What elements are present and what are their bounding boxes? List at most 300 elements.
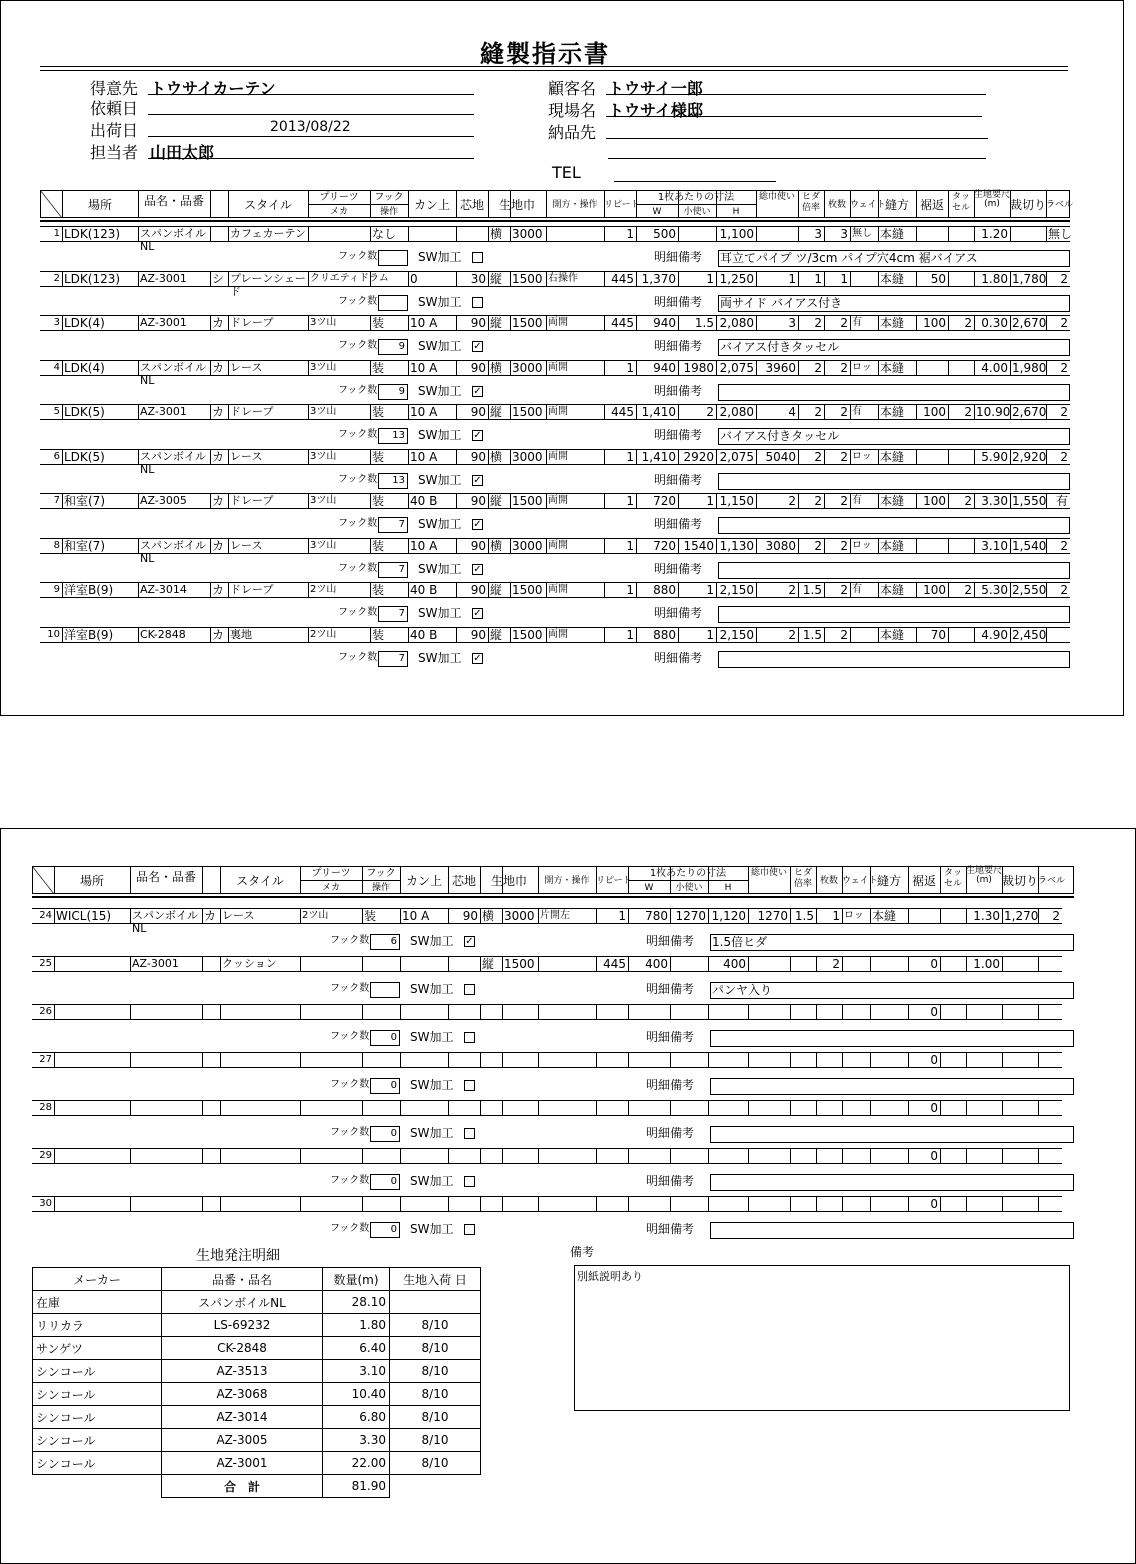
fabric-cell: 10.40 bbox=[323, 1383, 390, 1406]
cell-dir: 縦 bbox=[490, 405, 503, 419]
col-header-open: 開方・操作 bbox=[552, 200, 598, 210]
hook-count-label: フック数 bbox=[330, 1079, 370, 1090]
col-header-hida: ヒダ倍率 bbox=[801, 192, 820, 213]
sw-label: SW加工 bbox=[418, 339, 462, 354]
cell-hida: 2 bbox=[814, 449, 822, 464]
cell-repeat: 445 bbox=[603, 957, 626, 971]
col-header-label: ラベル bbox=[1038, 876, 1066, 886]
cell-count: 2 bbox=[840, 360, 848, 375]
cell-dir: 縦 bbox=[482, 957, 495, 971]
cell-style: レース bbox=[230, 360, 263, 374]
col-header-per-piece: 1枚あたりの寸法 bbox=[649, 868, 727, 879]
sw-checkbox[interactable] bbox=[472, 252, 483, 263]
cell-repeat: 1 bbox=[626, 538, 634, 553]
sw-checkbox[interactable] bbox=[472, 297, 483, 308]
cell-open: 両開 bbox=[548, 539, 568, 551]
remarks-box[interactable] bbox=[710, 1078, 1074, 1095]
cell-tassel: 2 bbox=[964, 405, 972, 419]
cell-cut: 2,920 bbox=[1012, 449, 1047, 464]
fabric-row bbox=[33, 1314, 481, 1337]
cell-label: 2 bbox=[1060, 538, 1068, 553]
remarks-label: 明細備考 bbox=[654, 606, 703, 621]
col-header-operation: 操作 bbox=[371, 883, 390, 893]
cell-hem: 0 bbox=[930, 1005, 938, 1019]
fabric-cell: AZ-3014 bbox=[162, 1406, 323, 1429]
notes-title: 備考 bbox=[570, 1245, 595, 1259]
cell-hida: 2 bbox=[814, 360, 822, 375]
fabric-row bbox=[33, 1291, 481, 1314]
col-header-hook: フック bbox=[366, 868, 396, 879]
cell-open: 両開 bbox=[548, 628, 568, 640]
fabric-header-cell: 生地入荷 日 bbox=[390, 1268, 481, 1291]
cell-style: 裏地 bbox=[230, 627, 252, 641]
cell-hem: 100 bbox=[923, 316, 946, 330]
cell-place: LDK(4) bbox=[64, 316, 105, 330]
col-header-shinji: 芯地 bbox=[459, 198, 484, 212]
cell-cut: 2,550 bbox=[1012, 583, 1047, 597]
cell-hem: 0 bbox=[930, 1053, 938, 1067]
fabric-cell: AZ-3001 bbox=[162, 1452, 323, 1475]
hook-count-label: フック数 bbox=[338, 607, 378, 619]
sw-label: SW加工 bbox=[418, 650, 462, 665]
remarks-box[interactable] bbox=[710, 1126, 1074, 1143]
cell-sewing: 本縫 bbox=[880, 271, 905, 286]
sw-checkbox[interactable] bbox=[464, 1176, 475, 1187]
cell-count: 2 bbox=[840, 583, 848, 597]
cell-kanjo: 10 A bbox=[410, 405, 438, 419]
col-header-required: 生地要尺(m) bbox=[966, 866, 1003, 885]
cell-open: 両開 bbox=[548, 361, 568, 373]
remarks-box[interactable] bbox=[710, 1174, 1074, 1191]
cell-no: 24 bbox=[39, 910, 52, 921]
cell-product: AZ-3001 bbox=[140, 405, 187, 418]
col-header-hem: 裾返 bbox=[919, 198, 944, 212]
sw-label: SW加工 bbox=[418, 606, 462, 621]
col-header-count: 枚数 bbox=[827, 200, 846, 210]
cell-repeat: 1 bbox=[618, 909, 626, 923]
cell-hook: 装 bbox=[364, 909, 377, 923]
cell-hem: 50 bbox=[930, 271, 946, 286]
hook-count-value: 0 bbox=[390, 1224, 397, 1235]
cell-dir: 縦 bbox=[490, 316, 503, 330]
customer-label: 得意先 bbox=[90, 79, 139, 98]
cell-k: カ bbox=[212, 316, 225, 330]
cell-komakai: 1.5 bbox=[694, 316, 714, 330]
cell-w: 880 bbox=[653, 583, 676, 597]
hook-count-box[interactable] bbox=[378, 250, 408, 266]
col-header-fw: 生地巾 bbox=[490, 874, 527, 888]
cell-sewing: 本縫 bbox=[880, 449, 905, 464]
cell-w: 880 bbox=[653, 627, 676, 642]
request-date-label: 依頼日 bbox=[90, 99, 139, 118]
ship-date-value: 2013/08/22 bbox=[270, 119, 351, 135]
cell-count: 2 bbox=[840, 494, 848, 508]
fabric-cell: サンゲツ bbox=[33, 1337, 162, 1360]
cell-style: ドレープ bbox=[230, 316, 274, 329]
cell-cut: 2,450 bbox=[1012, 627, 1047, 642]
fabric-order-table bbox=[32, 1267, 481, 1498]
hook-count-value: 7 bbox=[398, 563, 405, 575]
remarks-box[interactable] bbox=[718, 473, 1070, 490]
cell-product bbox=[132, 1101, 200, 1129]
cell-kanjo: 10 A bbox=[410, 449, 438, 464]
hook-count-label: フック数 bbox=[338, 340, 378, 352]
cell-h: 2,075 bbox=[719, 449, 754, 464]
cell-style: ドレープ bbox=[230, 494, 274, 507]
sw-checkbox[interactable] bbox=[464, 1224, 475, 1235]
fabric-cell: 6.80 bbox=[323, 1406, 390, 1429]
cell-pleats: 3ツ山 bbox=[310, 406, 337, 417]
cell-product: スパンボイルNL bbox=[132, 909, 198, 935]
cell-style: レース bbox=[230, 449, 263, 463]
cell-hook: 装 bbox=[372, 316, 385, 330]
col-header-weight: ウェイト bbox=[850, 200, 886, 210]
cell-tassel: 2 bbox=[964, 583, 972, 597]
cell-kanjo: 10 A bbox=[410, 316, 438, 330]
sw-label: SW加工 bbox=[418, 517, 462, 532]
cell-label: 無し bbox=[1048, 227, 1073, 241]
cell-tw: 3960 bbox=[765, 360, 796, 375]
cell-repeat: 445 bbox=[611, 405, 634, 419]
cell-h: 2,075 bbox=[719, 360, 754, 375]
cell-k: カ bbox=[204, 909, 217, 923]
cell-repeat: 1 bbox=[626, 360, 634, 375]
cell-label: 2 bbox=[1060, 583, 1068, 597]
sw-checkbox[interactable]: ✓ bbox=[473, 430, 482, 442]
sw-label: SW加工 bbox=[418, 428, 462, 443]
col-header-open: 開方・操作 bbox=[544, 876, 590, 886]
cell-place: LDK(5) bbox=[64, 405, 105, 419]
cell-req: 5.30 bbox=[981, 583, 1008, 597]
hook-count-value: 9 bbox=[398, 385, 405, 397]
cell-fw: 1500 bbox=[512, 271, 543, 286]
remarks-label: 明細備考 bbox=[646, 1078, 695, 1092]
col-header-mecha: メカ bbox=[321, 883, 340, 893]
cell-style: ドレープ bbox=[230, 405, 274, 418]
fabric-cell: シンコール bbox=[33, 1360, 162, 1383]
col-header-w: W bbox=[652, 207, 662, 217]
remarks-box[interactable] bbox=[718, 606, 1070, 623]
cell-style: カフェカーテン bbox=[230, 227, 306, 240]
col-header-sewing: 縫方 bbox=[884, 198, 909, 212]
fabric-cell: AZ-3068 bbox=[162, 1383, 323, 1406]
fabric-cell: スパンボイルNL bbox=[162, 1291, 323, 1314]
cell-place: LDK(4) bbox=[64, 360, 105, 375]
cell-place: 洋室B(9) bbox=[64, 627, 114, 642]
fabric-row bbox=[33, 1429, 481, 1452]
remarks-label: 明細備考 bbox=[654, 339, 703, 354]
cell-count: 1 bbox=[840, 271, 848, 286]
cell-shinji: 90 bbox=[470, 360, 486, 375]
cell-open: 両開 bbox=[548, 406, 568, 417]
cell-weight: ロッ bbox=[852, 539, 872, 551]
cell-hook: 装 bbox=[372, 538, 385, 553]
cell-tw: 2 bbox=[788, 494, 796, 508]
remarks-box[interactable] bbox=[718, 384, 1070, 401]
remarks-label: 明細備考 bbox=[654, 650, 703, 665]
sw-label: SW加工 bbox=[410, 1174, 454, 1188]
sw-checkbox[interactable]: ✓ bbox=[473, 652, 482, 664]
col-header-kanjo: カン上 bbox=[413, 198, 450, 212]
cell-fw: 1500 bbox=[512, 316, 543, 330]
cell-shinji: 90 bbox=[470, 627, 486, 642]
cell-product bbox=[132, 1149, 200, 1177]
col-header-style: スタイル bbox=[236, 874, 284, 888]
sw-label: SW加工 bbox=[410, 1078, 454, 1092]
col-header-cut: 裁切り bbox=[1010, 198, 1047, 212]
cell-repeat: 445 bbox=[611, 271, 634, 286]
cell-cut: 1,980 bbox=[1012, 360, 1047, 375]
cell-product bbox=[132, 1005, 200, 1033]
cell-dir: 縦 bbox=[490, 494, 503, 508]
cell-hook: 装 bbox=[372, 449, 385, 464]
remarks-value: バイアス付きタッセル bbox=[720, 340, 840, 355]
sw-checkbox[interactable] bbox=[464, 1128, 475, 1139]
page-title: 縫製指示書 bbox=[480, 40, 610, 68]
col-header-label: ラベル bbox=[1046, 200, 1074, 210]
cell-hida: 3 bbox=[814, 227, 822, 241]
fabric-row bbox=[33, 1337, 481, 1360]
remarks-label: 明細備考 bbox=[646, 1174, 695, 1188]
col-header-total-width: 総巾使い bbox=[758, 192, 795, 202]
remarks-value: 両サイド バイアス付き bbox=[720, 295, 843, 310]
cell-req: 1.80 bbox=[981, 271, 1008, 286]
cell-repeat: 1 bbox=[626, 494, 634, 508]
cell-w: 720 bbox=[653, 494, 676, 508]
cell-kanjo: 0 bbox=[410, 271, 418, 286]
cell-shinji: 90 bbox=[470, 494, 486, 508]
cell-req: 10.90 bbox=[976, 405, 1011, 419]
sw-checkbox[interactable]: ✓ bbox=[473, 519, 482, 531]
cell-kanjo: 40 B bbox=[410, 583, 438, 597]
fabric-cell: 8/10 bbox=[390, 1314, 481, 1337]
remarks-label: 明細備考 bbox=[646, 1222, 695, 1236]
cell-req: 5.90 bbox=[981, 449, 1008, 464]
cell-fw: 3000 bbox=[512, 449, 543, 464]
cell-h: 1,120 bbox=[711, 909, 746, 923]
sw-checkbox[interactable] bbox=[464, 1032, 475, 1043]
cell-hida: 1.5 bbox=[802, 627, 822, 642]
cell-repeat: 1 bbox=[626, 227, 634, 241]
delivery-label: 納品先 bbox=[548, 123, 597, 142]
remarks-box[interactable] bbox=[718, 651, 1070, 668]
cell-place: 和室(7) bbox=[64, 494, 105, 508]
fabric-cell: 8/10 bbox=[390, 1383, 481, 1406]
cell-no: 2 bbox=[53, 272, 60, 284]
fabric-header-cell: メーカー bbox=[33, 1268, 162, 1291]
cell-hida: 2 bbox=[814, 316, 822, 330]
sw-label: SW加工 bbox=[410, 934, 454, 948]
cell-k: カ bbox=[212, 360, 225, 375]
cell-pleats: 3ツ山 bbox=[310, 361, 337, 373]
cell-place: 洋室B(9) bbox=[64, 583, 114, 597]
cell-product: AZ-3005 bbox=[140, 494, 187, 507]
cell-no: 29 bbox=[39, 1150, 52, 1161]
cell-style bbox=[222, 1005, 298, 1033]
cell-repeat: 1 bbox=[626, 627, 634, 642]
cell-w: 720 bbox=[653, 538, 676, 553]
cell-dir: 横 bbox=[490, 227, 503, 241]
cell-pleats: 2ツ山 bbox=[302, 910, 329, 921]
cell-fw: 3000 bbox=[504, 909, 535, 923]
col-header-h: H bbox=[732, 207, 740, 217]
cell-req: 4.00 bbox=[981, 360, 1008, 375]
cell-req: 3.30 bbox=[981, 494, 1008, 508]
sw-label: SW加工 bbox=[410, 982, 454, 996]
customer-value: トウサイカーテン bbox=[150, 79, 276, 98]
remarks-box[interactable] bbox=[718, 517, 1070, 534]
sw-checkbox[interactable]: ✓ bbox=[473, 341, 482, 353]
remarks-box[interactable] bbox=[710, 1222, 1074, 1239]
cell-hem: 0 bbox=[930, 957, 938, 971]
cell-k: カ bbox=[212, 538, 225, 553]
remarks-box[interactable] bbox=[710, 1030, 1074, 1047]
cell-tw: 3 bbox=[788, 316, 796, 330]
sw-checkbox[interactable]: ✓ bbox=[465, 936, 474, 947]
cell-cut: 1,540 bbox=[1012, 538, 1047, 553]
col-header-product: 品名・品番 bbox=[143, 194, 204, 208]
cell-fw: 1500 bbox=[512, 405, 543, 419]
cell-sewing: 本縫 bbox=[872, 909, 897, 923]
cell-count: 2 bbox=[832, 957, 840, 971]
col-header-required: 生地要尺(m) bbox=[974, 190, 1011, 209]
cell-pleats: 3ツ山 bbox=[310, 539, 337, 551]
cell-pleats: 3ツ山 bbox=[310, 450, 337, 462]
fabric-row bbox=[33, 1452, 481, 1475]
remarks-value: 1.5倍ヒダ bbox=[712, 935, 768, 949]
col-header-per-piece: 1枚あたりの寸法 bbox=[657, 192, 735, 203]
cell-product: スパンボイルNL bbox=[140, 227, 206, 253]
cell-open: 両開 bbox=[548, 584, 568, 595]
hook-count-value: 0 bbox=[390, 1128, 397, 1139]
col-header-komakai: 小使い bbox=[683, 207, 711, 217]
hook-count-box[interactable] bbox=[378, 295, 408, 311]
cell-place: LDK(123) bbox=[64, 271, 121, 286]
cell-h: 2,150 bbox=[719, 583, 754, 597]
cell-count: 2 bbox=[840, 627, 848, 642]
cell-k: カ bbox=[212, 405, 225, 419]
cell-no: 5 bbox=[53, 406, 60, 417]
fabric-cell: 22.00 bbox=[323, 1452, 390, 1475]
cell-shinji: 90 bbox=[470, 316, 486, 330]
cell-h: 400 bbox=[723, 957, 746, 971]
cell-style: ドレープ bbox=[230, 583, 274, 596]
sw-label: SW加工 bbox=[410, 1030, 454, 1044]
cell-no: 30 bbox=[39, 1198, 52, 1209]
site-label: 現場名 bbox=[548, 101, 597, 120]
sw-checkbox[interactable] bbox=[464, 984, 475, 995]
cell-w: 1,410 bbox=[641, 449, 676, 464]
cell-no: 9 bbox=[53, 584, 60, 595]
sw-label: SW加工 bbox=[410, 1126, 454, 1140]
fabric-total-value: 81.90 bbox=[323, 1475, 390, 1498]
hook-count-value: 7 bbox=[398, 608, 405, 620]
hook-count-label: フック数 bbox=[330, 935, 370, 946]
cell-count: 3 bbox=[840, 227, 848, 241]
cell-no: 25 bbox=[39, 958, 52, 969]
remarks-label: 明細備考 bbox=[654, 561, 703, 576]
cell-fw: 1500 bbox=[504, 957, 535, 971]
cell-tw: 4 bbox=[788, 405, 796, 419]
sw-checkbox[interactable]: ✓ bbox=[473, 474, 482, 486]
hook-count-box[interactable] bbox=[370, 982, 400, 998]
col-header-weight: ウェイト bbox=[842, 876, 878, 886]
cell-pleats: クリエティドラム bbox=[310, 272, 389, 284]
fabric-cell: シンコール bbox=[33, 1383, 162, 1406]
remarks-label: 明細備考 bbox=[654, 383, 703, 398]
col-header-pleats: プリーツ bbox=[311, 868, 351, 879]
col-header-hida: ヒダ倍率 bbox=[793, 868, 812, 889]
cell-hem: 0 bbox=[930, 1101, 938, 1115]
cell-no: 4 bbox=[53, 361, 60, 373]
cell-weight: 有 bbox=[852, 495, 862, 506]
cell-req: 3.10 bbox=[981, 538, 1008, 553]
cell-req: 1.20 bbox=[981, 227, 1008, 241]
cell-pleats: 2ツ山 bbox=[310, 628, 337, 640]
sw-checkbox[interactable]: ✓ bbox=[473, 563, 482, 575]
cell-open: 両開 bbox=[548, 317, 568, 328]
remarks-label: 明細備考 bbox=[646, 934, 695, 948]
cell-sewing: 本縫 bbox=[880, 494, 905, 508]
cell-no: 1 bbox=[53, 228, 60, 239]
col-header-style: スタイル bbox=[244, 198, 292, 212]
client-label: 顧客名 bbox=[548, 79, 597, 98]
cell-h: 1,130 bbox=[719, 538, 754, 553]
cell-shinji: 90 bbox=[470, 583, 486, 597]
col-header-tassel: タッセル bbox=[951, 192, 970, 213]
fabric-cell: 在庫 bbox=[33, 1291, 162, 1314]
fabric-cell: 1.80 bbox=[323, 1314, 390, 1337]
fabric-row bbox=[33, 1383, 481, 1406]
remarks-label: 明細備考 bbox=[654, 472, 703, 487]
sw-checkbox[interactable] bbox=[464, 1080, 475, 1091]
cell-cut: 2,670 bbox=[1012, 405, 1047, 419]
cell-fw: 3000 bbox=[512, 227, 543, 241]
cell-hida: 2 bbox=[814, 494, 822, 508]
cell-no: 3 bbox=[53, 317, 60, 328]
cell-hida: 1.5 bbox=[794, 909, 814, 923]
cell-style bbox=[222, 1197, 298, 1225]
sw-checkbox[interactable]: ✓ bbox=[473, 608, 482, 620]
fabric-cell: CK-2848 bbox=[162, 1337, 323, 1360]
site-value: トウサイ様邸 bbox=[608, 101, 703, 120]
cell-hem: 0 bbox=[930, 1197, 938, 1211]
fabric-row bbox=[33, 1360, 481, 1383]
remarks-label: 明細備考 bbox=[646, 1030, 695, 1044]
cell-product: AZ-3001 bbox=[140, 271, 187, 285]
cell-cut: 1,780 bbox=[1012, 271, 1047, 286]
cell-komakai: 1980 bbox=[683, 360, 714, 375]
col-header-komakai: 小使い bbox=[675, 883, 703, 893]
cell-count: 2 bbox=[840, 538, 848, 553]
cell-product: CK-2848 bbox=[140, 627, 186, 641]
col-header-w: W bbox=[644, 883, 654, 893]
col-header-hem: 裾返 bbox=[911, 874, 936, 888]
sw-checkbox[interactable]: ✓ bbox=[473, 385, 482, 397]
fabric-cell: リリカラ bbox=[33, 1314, 162, 1337]
cell-repeat: 1 bbox=[626, 449, 634, 464]
cell-shinji: 30 bbox=[470, 271, 486, 286]
remarks-value: 耳立てパイプ ツ/3cm パイプ穴4cm 裾バイアス bbox=[720, 251, 978, 266]
cell-kanjo: 40 B bbox=[410, 627, 438, 642]
cell-open: 右操作 bbox=[548, 272, 578, 284]
remarks-box[interactable] bbox=[718, 562, 1070, 579]
ship-date-label: 出荷日 bbox=[90, 121, 139, 140]
cell-hem: 100 bbox=[923, 494, 946, 508]
cell-sewing: 本縫 bbox=[880, 583, 905, 597]
cell-shinji: 90 bbox=[462, 909, 478, 923]
cell-h: 2,150 bbox=[719, 627, 754, 642]
